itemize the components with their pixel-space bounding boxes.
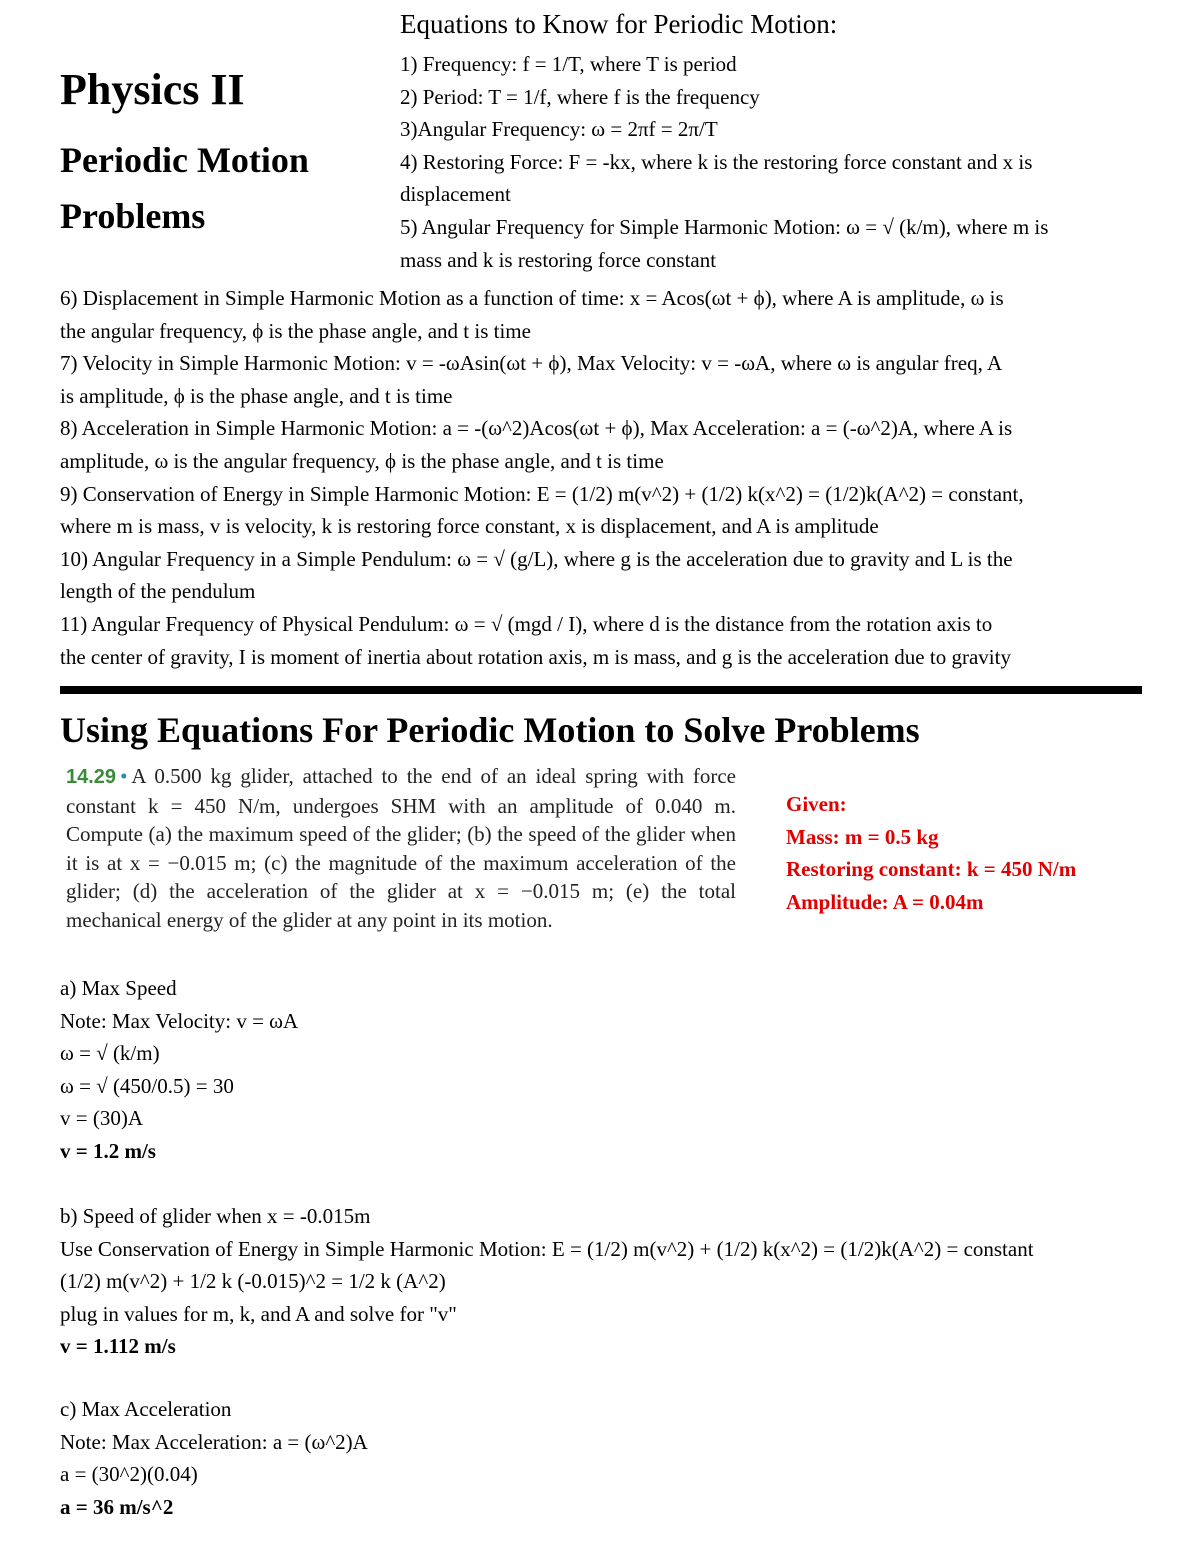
equation-line: length of the pendulum [60, 579, 256, 604]
solution-line: Note: Max Acceleration: a = (ω^2)A [60, 1429, 368, 1454]
section-title: Using Equations For Periodic Motion to Solve Problems [60, 710, 920, 750]
solution-line: a = (30^2)(0.04) [60, 1462, 198, 1487]
title-block [60, 60, 309, 238]
equation-line: mass and k is restoring force constant [400, 247, 717, 272]
given-label: Given: [786, 792, 847, 816]
equation-line: 2) Period: T = 1/f, where f is the frequency [400, 84, 760, 109]
given-mass: Mass: m = 0.5 kg [786, 824, 939, 849]
equation-line: displacement [400, 182, 511, 207]
solution-part-a [60, 972, 1180, 1168]
equation-line: 4) Restoring Force: F = -kx, where k is the restoring force constant and x is [400, 149, 1033, 174]
equation-line: the center of gravity, I is moment of inertia about rotation axis, m is mass, and g is the acceleration due to gravity [60, 644, 1011, 669]
page-subtitle-problems: Problems [60, 196, 206, 236]
page-title: Physics II [60, 65, 245, 114]
solution-line: Note: Max Velocity: v = ωA [60, 1008, 299, 1033]
equation-line: where m is mass, v is velocity, k is restoring force constant, x is displacement, and A is amplitude [60, 514, 879, 539]
given-amplitude: Amplitude: A = 0.04m [786, 889, 984, 914]
equations-heading: Equations to Know for Periodic Motion: [400, 9, 838, 39]
equation-line: 7) Velocity in Simple Harmonic Motion: v = -ωAsin(ωt + ϕ), Max Velocity: v = -ωA, where ω is angular freq, A [60, 351, 1003, 376]
equation-line: is amplitude, ϕ is the phase angle, and t is time [60, 383, 453, 408]
given-restoring-constant: Restoring constant: k = 450 N/m [786, 857, 1077, 882]
solution-part-b [60, 1200, 1180, 1363]
section-divider [60, 686, 1142, 694]
equations-list-top [400, 48, 1140, 276]
equation-line: 3)Angular Frequency: ω = 2πf = 2π/T [400, 117, 718, 142]
solution-line: v = (30)A [60, 1106, 143, 1131]
solution-line: (1/2) m(v^2) + 1/2 k (-0.015)^2 = 1/2 k (A^2) [60, 1269, 446, 1294]
equation-line: 8) Acceleration in Simple Harmonic Motion: a = -(ω^2)Acos(ωt + ϕ), Max Acceleration: a = (-ω^2)A, where A is [60, 416, 1013, 441]
solution-line: plug in values for m, k, and A and solve for "v" [60, 1301, 457, 1326]
equation-line: amplitude, ω is the angular frequency, ϕ is the phase angle, and t is time [60, 448, 664, 473]
solution-line: ω = √ (k/m) [60, 1041, 160, 1066]
equation-line: 6) Displacement in Simple Harmonic Motion as a function of time: x = Acos(ωt + ϕ), where A is amplitude, ω is [60, 286, 1004, 310]
solution-line: b) Speed of glider when x = -0.015m [60, 1204, 371, 1228]
solution-line: Use Conservation of Energy in Simple Harmonic Motion: E = (1/2) m(v^2) + (1/2) k(x^2) = (1/2)k(A^2) = constant [60, 1236, 1034, 1261]
equation-line: 5) Angular Frequency for Simple Harmonic Motion: ω = √ (k/m), where m is [400, 214, 1049, 239]
equation-line: the angular frequency, ϕ is the phase angle, and t is time [60, 318, 531, 343]
equation-line: 10) Angular Frequency in a Simple Pendulum: ω = √ (g/L), where g is the acceleration due to gravity and L is the [60, 546, 1013, 571]
equation-line: 11) Angular Frequency of Physical Pendulum: ω = √ (mgd / I), where d is the distance from the rotation axis to [60, 611, 993, 636]
equation-line: 1) Frequency: f = 1/T, where T is period [400, 52, 737, 76]
equation-line: 9) Conservation of Energy in Simple Harmonic Motion: E = (1/2) m(v^2) + (1/2) k(x^2) = (1/2)k(A^2) = constant, [60, 481, 1024, 506]
solution-answer: v = 1.2 m/s [60, 1138, 156, 1163]
bullet-icon: • [120, 764, 128, 788]
solution-part-c [60, 1393, 1180, 1523]
page-subtitle-periodic-motion: Periodic Motion [60, 140, 309, 180]
problem-text: A 0.500 kg glider, attached to the end of an ideal spring with force constant k = 450 N/m, undergoes SHM with an amplitude of 0.040 m. Compute (a) the maximum speed of the glider; (b) the speed of the glider when it is at x = −0.015 m; (c) the magnitude of the maximum acceleration of the glider; (d) the acceleration of the glider at x = −0.015 m; (e) the total mechanical energy of the glider at any point in its motion. [66, 764, 736, 932]
given-values [786, 788, 1076, 918]
equations-list-full [60, 282, 1160, 673]
solution-answer: a = 36 m/s^2 [60, 1494, 174, 1519]
solution-answer: v = 1.112 m/s [60, 1334, 176, 1359]
problem-statement [66, 762, 736, 935]
solution-line: a) Max Speed [60, 976, 177, 1000]
problem-number: 14.29 [66, 766, 117, 788]
solution-line: c) Max Acceleration [60, 1397, 232, 1421]
solution-line: ω = √ (450/0.5) = 30 [60, 1073, 234, 1098]
